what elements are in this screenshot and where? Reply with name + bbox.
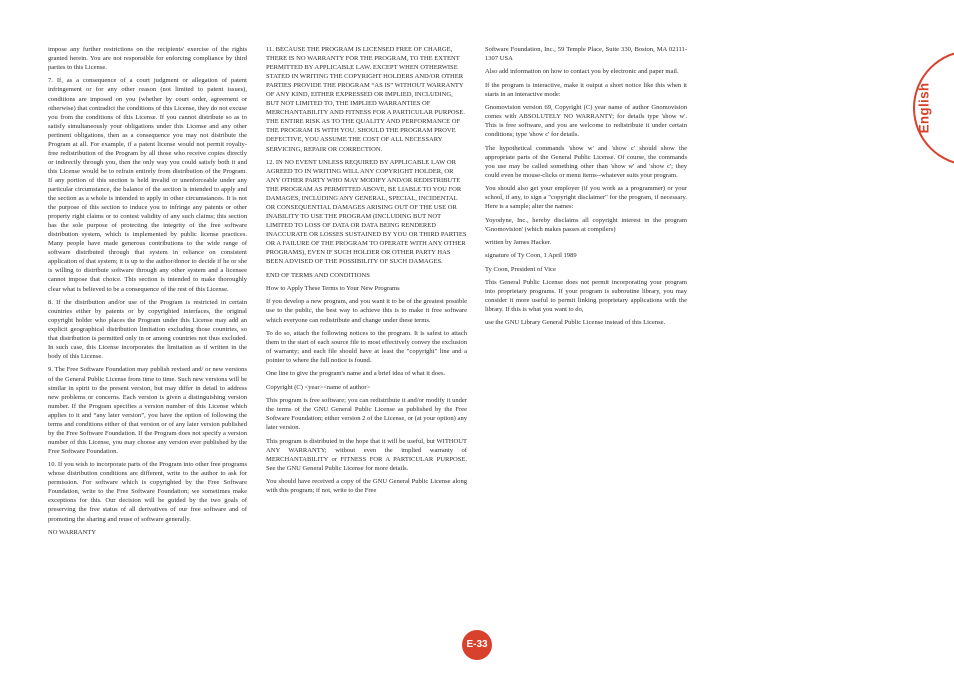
paragraph: This program is free software; you can redistribute it and/or modify it under the terms of the GNU General Public License as published by the Free Software Foundation; either version 2 of the License, or (at your option) any later version. xyxy=(266,397,467,432)
paragraph: Ty Coon, President of Vice xyxy=(485,265,556,273)
section-heading: END OF TERMS AND CONDITIONS xyxy=(266,271,370,279)
paragraph: You should also get your employer (if you work as a programmer) or your school, if any, to sign a "copyright disclaimer" for the program, if necessary. Here is a sample; alter the names: xyxy=(485,185,687,211)
paragraph: To do so, attach the following notices to the program. It is safest to attach them to the start of each source file to most effectively convey the exclusion of warranty; and each file should have at least the "copyright" line and a pointer to where the full notice is found. xyxy=(266,329,467,364)
column-left xyxy=(48,45,247,541)
section-heading: NO WARRANTY xyxy=(48,528,97,536)
paragraph: If the program is interactive, make it output a short notice like this when it starts in an interactive mode: xyxy=(485,81,687,98)
paragraph: 9. The Free Software Foundation may publish revised and/ or new versions of the General Public License from time to time. Such new versions will be similar in spirit to the present version, but may differ in detail to address new problems or concerns. Each version is given a distinguishing version number. If the Program specifies a version number of this License which applies to it and “any later version”, you have the option of following the terms and conditions either of that version or of any later version published by the Free Software Foundation. If the Program does not specify a version number of this License, you may choose any version ever published by the Free Software Foundation. xyxy=(48,366,247,455)
paragraph: Also add information on how to contact you by electronic and paper mail. xyxy=(485,68,679,76)
paragraph: Yoyodyne, Inc., hereby disclaims all copyright interest in the program 'Gnomovision' (which makes passes at compilers) xyxy=(485,216,687,233)
column-right xyxy=(485,45,687,332)
paragraph: Software Foundation, Inc., 59 Temple Place, Suite 330, Boston, MA 02111-1307 USA xyxy=(485,46,687,63)
column-middle xyxy=(266,45,467,499)
paragraph: 7. If, as a consequence of a court judgment or allegation of patent infringement or for any other reason (not limited to patent issues), conditions are imposed on you (whether by court order, agreement or otherwise) that contradict the conditions of this License, they do not excuse you from the conditions of this License. If you cannot distribute so as to satisfy simultaneously your obligations under this License and any other pertinent obligations, then as a consequence you may not distribute the Program at all. For example, if a patent license would not permit royalty-free redistribution of the Program by all those who receive copies directly or indirectly through you, then the only way you could satisfy both it and this License would be to refrain entirely from distribution of the Program. If any portion of this section is held invalid or unenforceable under any particular circumstance, the balance of the section is intended to apply and the section as a whole is intended to apply in other circumstances. It is not the purpose of this section to induce you to infringe any patents or other property right claims or to contest validity of any such claims; this section has the sole purpose of protecting the integrity of the free software distribution system, which is implemented by public license practices. Many people have made generous contributions to the wide range of software distributed through that system in reliance on consistent application of that system; it is up to the author/donor to decide if he or she is willing to distribute software through any other system and a licensee cannot impose that choice. This section is intended to make thoroughly clear what is believed to be a consequence of the rest of this License. xyxy=(48,77,247,293)
page-number-badge: E-33 xyxy=(462,630,492,660)
paragraph: use the GNU Library General Public License instead of this License. xyxy=(485,319,666,327)
paragraph: This program is distributed in the hope that it will be useful, but WITHOUT ANY WARRANTY; without even the implied warranty of MERCHANTABILITY or FITNESS FOR A PARTICULAR PURPOSE. See the GNU General Public License for more details. xyxy=(266,437,467,472)
section-heading: How to Apply These Terms to Your New Programs xyxy=(266,285,400,293)
paragraph: If you develop a new program, and you want it to be of the greatest possible use to the public, the best way to achieve this is to make it free software which everyone can redistribute and change under these terms. xyxy=(266,298,467,324)
paragraph: 12. IN NO EVENT UNLESS REQUIRED BY APPLICABLE LAW OR AGREED TO IN WRITING WILL ANY COPYRIGHT HOLDER, OR ANY OTHER PARTY WHO MAY MODIFY AND/OR REDISTRIBUTE THE PROGRAM AS PERMITTED ABOVE, BE LIABLE TO YOU FOR DAMAGES, INCLUDING ANY GENERAL, SPECIAL, INCIDENTAL OR CONSEQUENTIAL DAMAGES ARISING OUT OF THE USE OR INABILITY TO USE THE PROGRAM (INCLUDING BUT NOT LIMITED TO LOSS OF DATA OR DATA BEING RENDERED INACCURATE OR LOSSES SUSTAINED BY YOU OR THIRD PARTIES OR A FAILURE OF THE PROGRAM TO OPERATE WITH ANY OTHER PROGRAMS), EVEN IF SUCH HOLDER OR OTHER PARTY HAS BEEN ADVISED OF THE POSSIBILITY OF SUCH DAMAGES. xyxy=(266,158,467,266)
paragraph: This General Public License does not permit incorporating your program into proprietary programs. If your program is subroutine library, you may consider it more useful to permit linking proprietary applications with the library. If this is what you want to do, xyxy=(485,278,687,314)
paragraph: 11. BECAUSE THE PROGRAM IS LICENSED FREE OF CHARGE, THERE IS NO WARRANTY FOR THE PROGRAM, TO THE EXTENT PERMITTED BY APPLICABLE LAW. EXCEPT WHEN OTHERWISE STATED IN WRITING THE COPYRIGHT HOLDERS AND/OR OTHER PARTIES PROVIDE THE PROGRAM “AS IS” WITHOUT WARRANTY OF ANY KIND, EITHER EXPRESSED OR IMPLIED, INCLUDING, BUT NOT LIMITED TO, THE IMPLIED WARRANTIES OF MERCHANTABILITY AND FITNESS FOR A PARTICULAR PURPOSE. THE ENTIRE RISK AS TO THE QUALITY AND PERFORMANCE OF THE PROGRAM IS WITH YOU. SHOULD THE PROGRAM PROVE DEFECTIVE, YOU ASSUME THE COST OF ALL NECESSARY SERVICING, REPAIR OR CORRECTION. xyxy=(266,46,465,153)
paragraph: written by James Hacker. xyxy=(485,238,552,246)
paragraph: One line to give the program's name and a brief idea of what it does. xyxy=(266,370,446,378)
paragraph: 10. If you wish to incorporate parts of the Program into other free programs whose distribution conditions are different, write to the author to ask for permission. For software which is copyrighted by the Free Software Foundation, write to the Free Software Foundation; we sometimes make exceptions for this. Our decision will be guided by the two goals of preserving the free status of all derivatives of our free software and of promoting the sharing and reuse of software generally. xyxy=(48,461,247,523)
paragraph: signature of Ty Coon, 1 April 1989 xyxy=(485,252,577,260)
paragraph: 8. If the distribution and/or use of the Program is restricted in certain countries either by patents or by copyrighted interfaces, the original copyright holder who places the Program under this License may add an explicit geographical distribution limitation excluding those countries, so that distribution is permitted only in or among countries not thus excluded. In such case, this License incorporates the limitation as if written in the body of this License. xyxy=(48,298,247,361)
language-tab-label: English xyxy=(916,82,932,134)
paragraph: The hypothetical commands 'show w' and 'show c' should show the appropriate parts of the General Public License. Of course, the commands you use may be called something other than 'show w' and 'show c'; they could even be mouse-clicks or menu items--whatever suits your program. xyxy=(485,144,687,179)
paragraph: You should have received a copy of the GNU General Public License along with this program; if not, write to the Free xyxy=(266,477,467,495)
paragraph: Copyright (C) <year><name of author> xyxy=(266,383,371,391)
paragraph: Gnomovision version 69, Copyright (C) year name of author Gnomovision comes with ABSOLUTELY NO WARRANTY; for details type 'show w'. This is free software, and you are welcome to redistribute it under certain conditions; type 'show c' for details. xyxy=(485,104,687,139)
paragraph: impose any further restrictions on the recipients' exercise of the rights granted herein. You are not responsible for enforcing compliance by third parties to this License. xyxy=(48,46,247,72)
